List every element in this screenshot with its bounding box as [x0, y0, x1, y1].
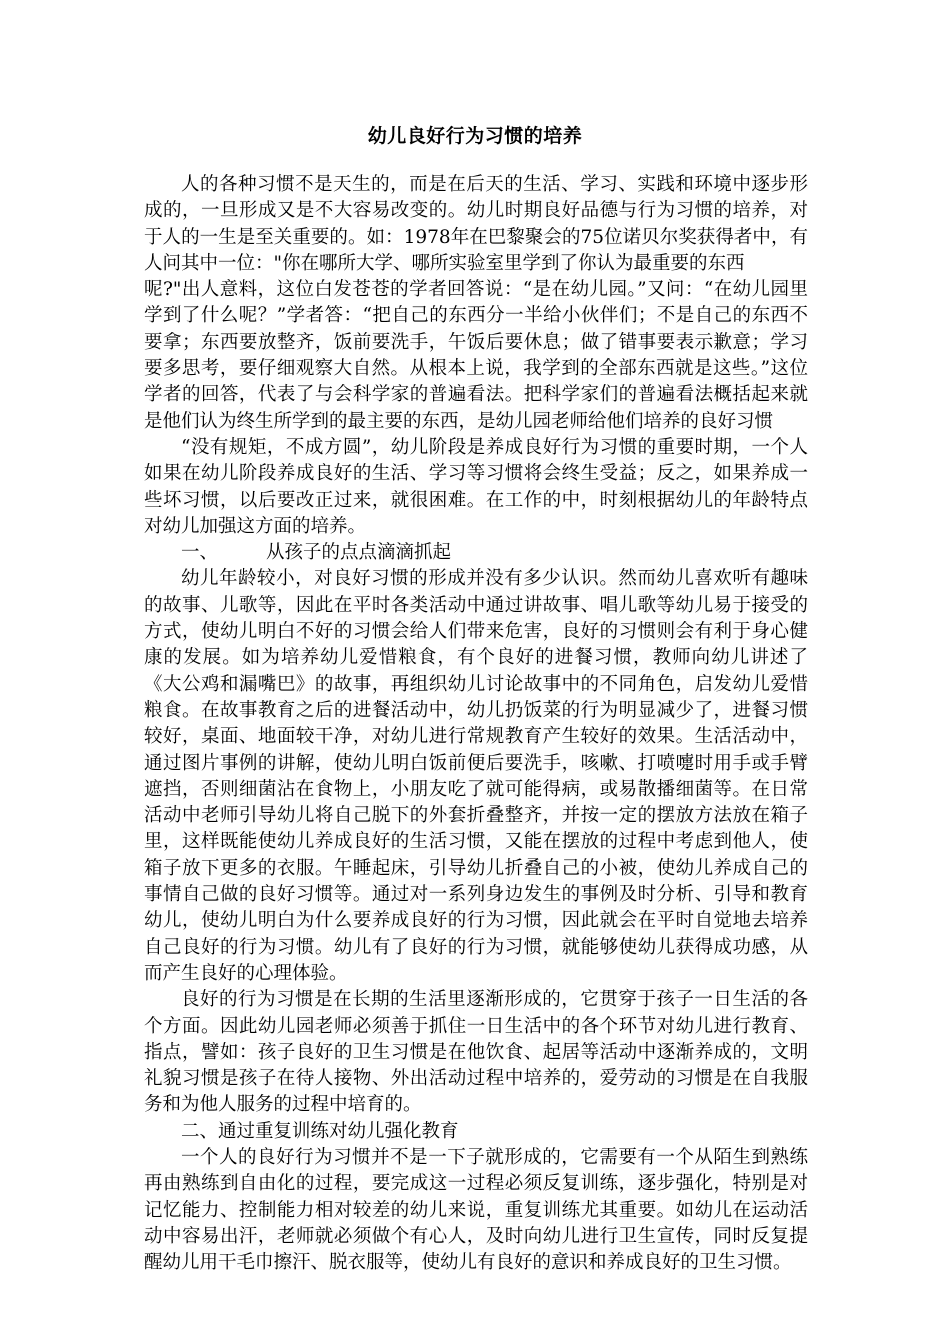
document-body	[144, 172, 808, 1276]
section-heading-1	[144, 540, 808, 566]
paragraph-section1-2: 良好的行为习惯是在长期的生活里逐渐形成的，它贯穿于孩子一日生活的各个方面。因此幼儿园老师必须善于抓住一日生活中的各个环节对幼儿进行教育、指点，譬如：孩子良好的卫生习惯是在他饮食、起居等活动中逐渐养成的，文明礼貌习惯是孩子在待人接物、外出活动过程中培养的，爱劳动的习惯是在自我服务和为他人服务的过程中培育的。	[144, 989, 808, 1116]
paragraph-section2-1: 一个人的良好行为习惯并不是一下子就形成的，它需要有一个从陌生到熟练再由熟练到自由化的过程，要完成这一过程必须反复训练，逐步强化，特别是对记忆能力、控制能力相对较差的幼儿来说，重复训练尤其重要。如幼儿在运动活动中容易出汗，老师就必须做个有心人，及时向幼儿进行卫生宣传，同时反复提醒幼儿用干毛巾擦汗、脱衣服等，使幼儿有良好的意识和养成良好的卫生习惯。	[144, 1146, 808, 1274]
paragraph-section1-1: 幼儿年龄较小，对良好习惯的形成并没有多少认识。然而幼儿喜欢听有趣味的故事、儿歌等，因此在平时各类活动中通过讲故事、唱儿歌等幼儿易于接受的方式，使幼儿明白不好的习惯会给人们带来危害，良好的习惯则会有利于身心健康的发展。如为培养幼儿爱惜粮食，有个良好的进餐习惯，教师向幼儿讲述了《大公鸡和漏嘴巴》的故事，再组织幼儿讨论故事中的不同角色，启发幼儿爱惜粮食。在故事教育之后的进餐活动中，幼儿扔饭菜的行为明显减少了，进餐习惯较好，桌面、地面较干净，对幼儿进行常规教育产生较好的效果。生活活动中，通过图片事例的讲解，使幼儿明白饭前便后要洗手，咳嗽、打喷嚏时用手或手臂遮挡，否则细菌沾在食物上，小朋友吃了就可能得病，或易散播细菌等。在日常活动中老师引导幼儿将自己脱下的外套折叠整齐，并按一定的摆放方法放在箱子里，这样既能使幼儿养成良好的生活习惯，又能在摆放的过程中考虑到他人，使箱子放下更多的衣服。午睡起床，引导幼儿折叠自己的小被，使幼儿养成自己的事情自己做的良好习惯等。通过对一系列身边发生的事例及时分析、引导和教育幼儿，使幼儿明白为什么要养成良好的行为习惯，因此就会在平时自觉地去培养自己良好的行为习惯。幼儿有了良好的行为习惯，就能够使幼儿获得成功感，从而产生良好的心理体验。	[144, 568, 808, 984]
section-number-1: 一、	[181, 542, 219, 564]
paragraph-intro-1: 人的各种习惯不是天生的，而是在后天的生活、学习、实践和环境中逐步形成的，一旦形成又是不大容易改变的。幼儿时期良好品德与行为习惯的培养，对于人的一生是至关重要的。如：1978年在巴黎聚会的75位诺贝尔奖获得者中，有人问其中一位："你在哪所大学、哪所实验室里学到了你认为最重要的东西	[144, 174, 808, 274]
paragraph-intro-2: 呢?"出人意料，这位白发苍苍的学者回答说：“是在幼儿园。”又问：“在幼儿园里学到了什么呢？”学者答：“把自己的东西分一半给小伙伴们；不是自己的东西不要拿；东西要放整齐，饭前要洗手，午饭后要休息；做了错事要表示歉意；学习要多思考，要仔细观察大自然。从根本上说，我学到的全部东西就是这些。”这位学者的回答，代表了与会科学家的普遍看法。把科学家们的普遍看法概括起来就是他们认为终生所学到的最主要的东西，是幼儿园老师给他们培养的良好习惯	[144, 279, 808, 432]
section-title-1: 从孩子的点点滴滴抓起	[266, 542, 452, 564]
document-title: 幼儿良好行为习惯的培养	[367, 125, 583, 147]
paragraph-intro-3: “没有规矩，不成方圆”，幼儿阶段是养成良好行为习惯的重要时期，一个人如果在幼儿阶段养成良好的生活、学习等习惯将会终生受益；反之，如果养成一些坏习惯，以后要改正过来，就很困难。在工作的中，时刻根据幼儿的年龄特点对幼儿加强这方面的培养。	[144, 436, 808, 537]
section-heading-2: 二、通过重复训练对幼儿强化教育	[181, 1120, 459, 1142]
